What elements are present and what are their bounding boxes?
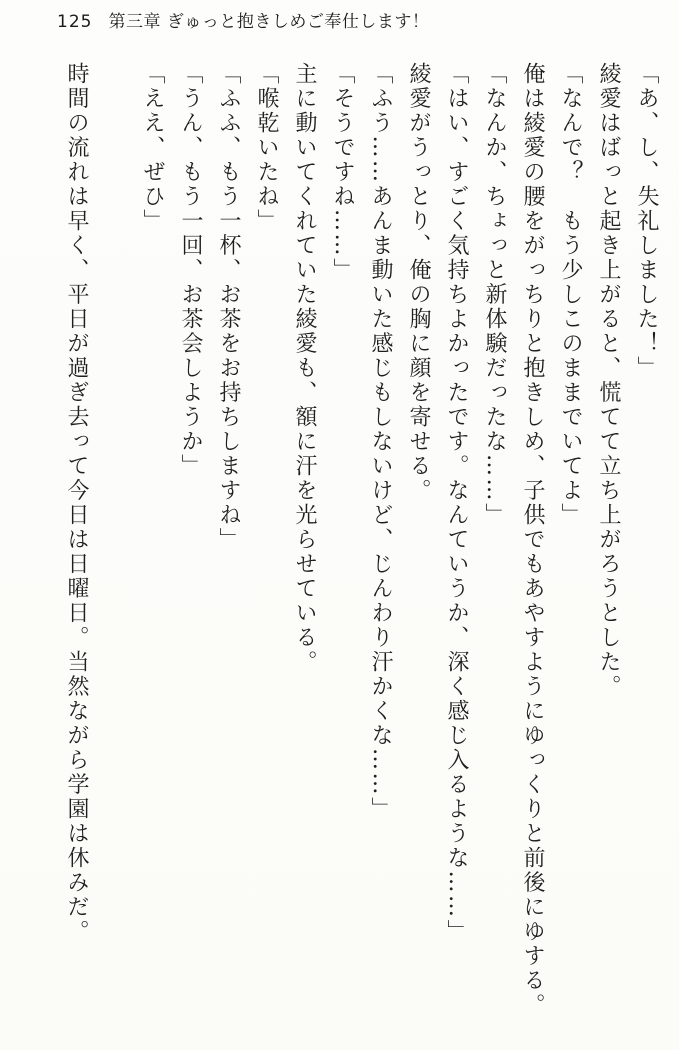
- paragraph-line: 「なんか、ちょっと新体験だったな……」: [482, 62, 507, 528]
- paragraph-line: 主に動いてくれていた綾愛も、額に汗を光らせている。: [292, 62, 317, 675]
- paragraph-line: 「うん、もう一回、お茶会しようか」: [178, 62, 203, 479]
- running-head: [57, 7, 429, 32]
- paragraph-line: 「喉乾いたね」: [254, 62, 279, 234]
- paragraph-line: 綾愛はばっと起き上がると、慌てて立ち上がろうとした。: [596, 62, 621, 699]
- paragraph-line: 綾愛がうっとり、俺の胸に顔を寄せる。: [406, 62, 431, 503]
- paragraph-line: 「ふう……あんま動いた感じもしないけど、じんわり汗かくな……」: [368, 62, 393, 822]
- page-number: 125: [57, 12, 93, 32]
- paragraph-line: 「なんで？ もう少しこのままでいてよ」: [558, 62, 583, 528]
- paragraph-line: 「ええ、ぜひ」: [140, 62, 165, 234]
- paragraph-line: 「はい、すごく気持ちよかったです。なんていうか、深く感じ入るような……」: [444, 62, 469, 944]
- paragraph-line: 時間の流れは早く、平日が過ぎ去って今日は日曜日。当然ながら学園は休みだ。: [64, 62, 89, 944]
- paragraph-line: 「ふふ、もう一杯、お茶をお持ちしますね」: [216, 62, 241, 552]
- paragraph-line: 「あ、し、失礼しました！」: [634, 62, 659, 381]
- text-block: [57, 62, 665, 1042]
- paragraph-line: 「そうですね……」: [330, 62, 355, 283]
- chapter-title: 第三章 ぎゅっと抱きしめご奉仕します！: [108, 12, 430, 32]
- paragraph-line: 俺は綾愛の腰をがっちりと抱きしめ、子供でもあやすようにゆっくりと前後にゆする。: [520, 62, 545, 1018]
